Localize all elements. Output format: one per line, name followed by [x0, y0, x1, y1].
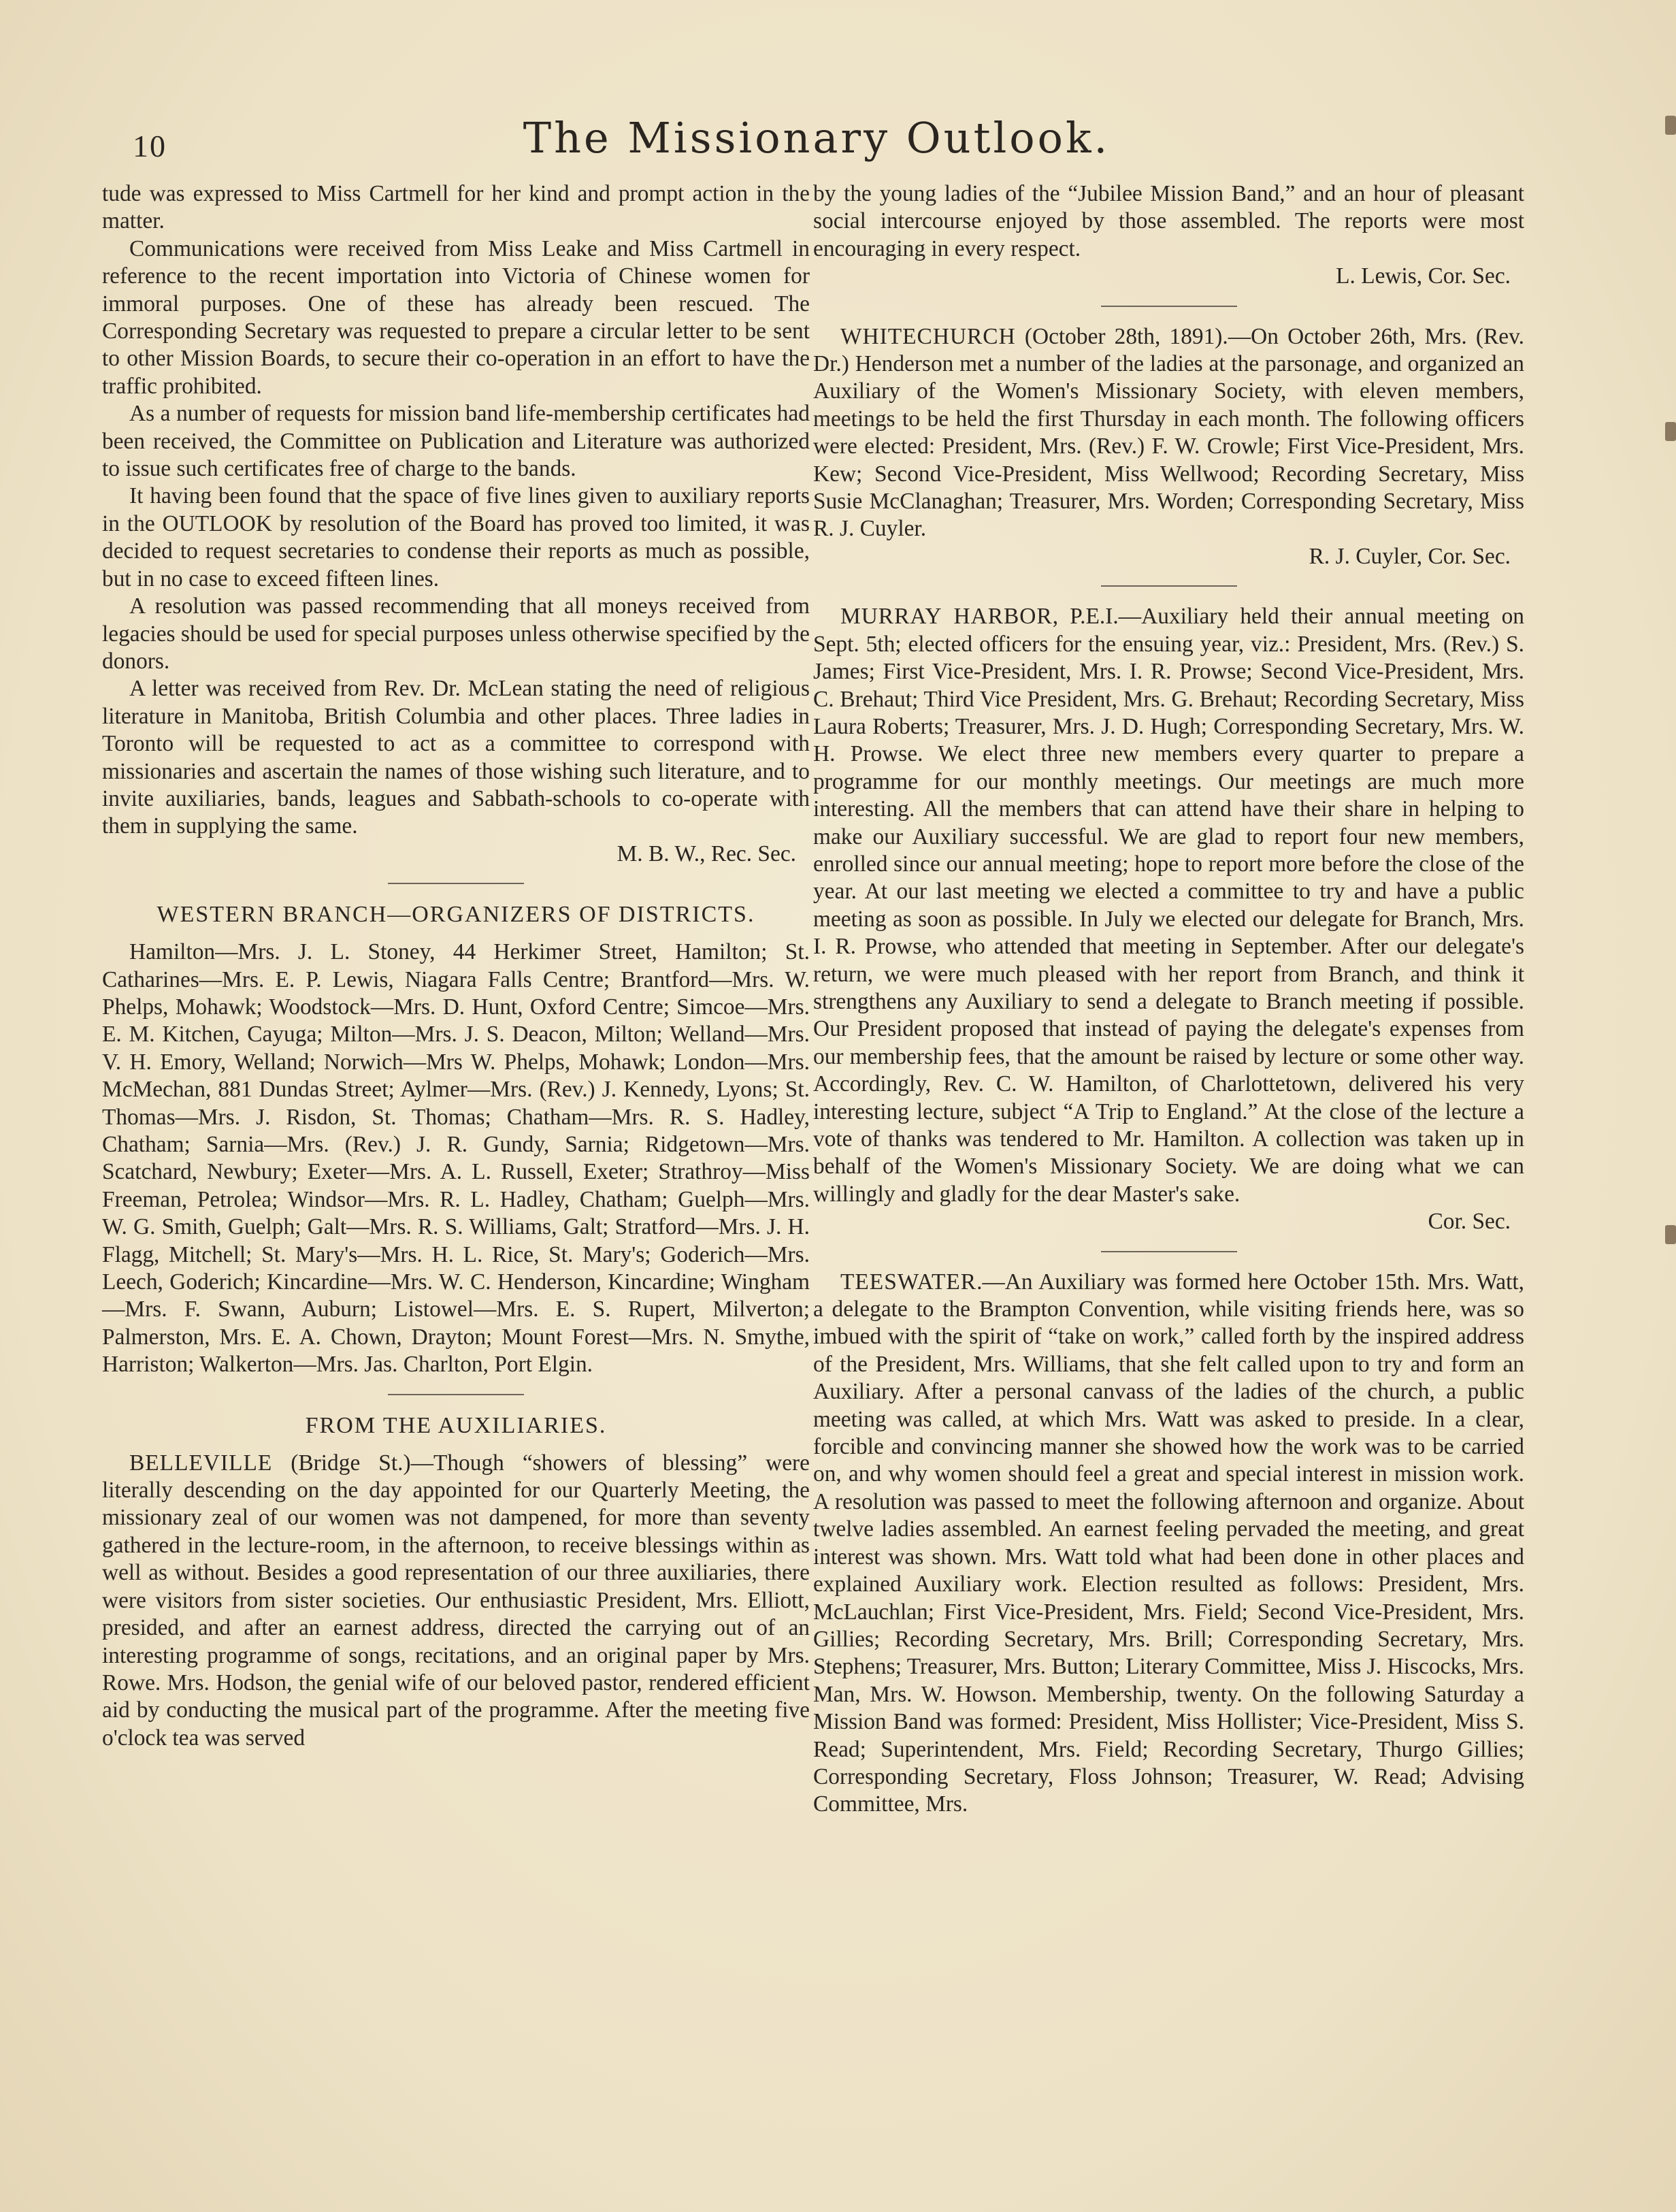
paragraph — [813, 323, 1524, 543]
section-heading: WESTERN BRANCH—ORGANIZERS OF DISTRICTS. — [157, 902, 755, 928]
place-name: WHITECHURCH — [840, 323, 1016, 349]
page-header — [102, 109, 1531, 163]
report-text: (October 28th, 1891).—On October 26th, Mrs. (Rev. Dr.) Henderson met a number of the ladies at the parsonage, and organized an Auxiliary of the Women's Missionary Society, with eleven members, meetings to be held the first Thursday in each month. The following officers were elected: President, Mrs. (Rev.) F. W. Crowle; First Vice-President, Mrs. Kew; Second Vice-President, Miss Wellwood; Recording Secretary, Miss Susie McClanaghan; Treasurer, Mrs. Worden; Corresponding Secretary, Miss R. J. Cuyler. — [813, 323, 1524, 542]
left-column — [102, 180, 810, 1752]
signature: Cor. Sec. — [1428, 1209, 1511, 1235]
signature: R. J. Cuyler, Cor. Sec. — [1309, 543, 1511, 569]
paragraph — [813, 603, 1524, 1208]
page-edge-mark — [1665, 422, 1676, 441]
report-text: (Bridge St.)—Though “showers of blessing” were literally descending on the day appointed for our Quarterly Meeting, the missionary zeal of our women was not dampened, for more than seventy gathered in the lecture-room, in the afternoon, to receive blessings within as well as without. Besides a good representation of our three auxiliaries, there were visitors from sister societies. Our enthusiastic President, Mrs. Elliott, presided, and after an earnest address, directed the carrying out of an interesting programme of songs, recitations, and an original paper by Mrs. Rowe. Mrs. Hodson, the genial wife of our beloved pastor, rendered efficient aid by conducting the musical part of the programme. After the meeting five o'clock tea was served — [102, 1450, 810, 1751]
place-name: MURRAY HARBOR — [840, 604, 1053, 630]
paragraph: Hamilton—Mrs. J. L. Stoney, 44 Herkimer Street, Hamilton; St. Catharines—Mrs. E. P. Lewis, Niagara Falls Centre; Brantford—Mrs. W. Phelps, Mohawk; Woodstock—Mrs. D. Hunt, Oxford Centre; Simcoe—Mrs. E. M. Kitchen, Cayuga; Milton—Mrs. J. S. Deacon, Milton; Welland—Mrs. V. H. Emory, Welland; Norwich—Mrs W. Phelps, Mohawk; London—Mrs. McMechan, 881 Dundas Street; Aylmer—Mrs. (Rev.) J. Kennedy, Lyons; St. Thomas—Mrs. J. Risdon, St. Thomas; Chatham—Mrs. R. S. Hadley, Chatham; Sarnia—Mrs. (Rev.) J. R. Gundy, Sarnia; Ridgetown—Mrs. Scatchard, Newbury; Exeter—Mrs. A. L. Russell, Exeter; Strathroy—Miss Freeman, Petrolea; Windsor—Mrs. R. L. Hadley, Chatham; Guelph—Mrs. W. G. Smith, Guelph; Galt—Mrs. R. S. Williams, Galt; Stratford—Mrs. J. H. Flagg, Mitchell; St. Mary's—Mrs. H. L. Rice, St. Mary's; Goderich—Mrs. Leech, Goderich; Kincardine—Mrs. W. C. Henderson, Kincardine; Wingham—Mrs. F. Swann, Auburn; Listowel—Mrs. E. S. Rupert, Milverton; Palmerston, Mrs. E. A. Chown, Drayton; Mount Forest—Mrs. N. Smythe, Harriston; Walkerton—Mrs. Jas. Charlton, Port Elgin. — [102, 939, 810, 1378]
page-number: 10 — [133, 129, 167, 163]
page-edge-mark — [1665, 116, 1676, 135]
signature: M. B. W., Rec. Sec. — [617, 841, 796, 866]
report-text: , P.E.I.—Auxiliary held their annual meeting on Sept. 5th; elected officers for the ensuing year, viz.: President, Mrs. (Rev.) S. James; First Vice-President, Mrs. I. R. Prowse; Second Vice-President, Mrs. C. Brehaut; Third Vice President, Mrs. G. Brehaut; Recording Secretary, Miss Laura Roberts; Treasurer, Mrs. J. D. Hugh; Corresponding Secretary, Mrs. W. H. Prowse. We elect three new members every quarter to prepare a programme for our monthly meetings. Our meetings are much more interesting. All the members that can attend have their share in helping to make our Auxiliary successful. We are glad to report four new members, enrolled since our annual meeting; hope to report more before the close of the year. At our last meeting we elected a committee to try and have a public meeting as soon as possible. In July we elected our delegate for Branch, Mrs. I. R. Prowse, who attended that meeting in September. After our delegate's return, we were much pleased with her report from Branch, and think it strengthens any Auxiliary to send a delegate to Branch meeting if possible. Our President proposed that instead of paying the delegate's expenses from our membership fees, that the amount be raised by lecture or some other way. Accordingly, Rev. C. W. Hamilton, of Charlottetown, delivered his very interesting lecture, subject “A Trip to England.” At the close of the lecture a vote of thanks was tendered to Mr. Hamilton. A collection was taken up in behalf of the Women's Missionary Society. We are doing what we can willingly and gladly for the dear Master's sake. — [813, 604, 1524, 1207]
place-name: TEESWATER — [840, 1269, 977, 1295]
paragraph: tude was expressed to Miss Cartmell for her kind and prompt action in the matter. — [102, 181, 810, 234]
paragraph: Communications were received from Miss Leake and Miss Cartmell in reference to the recent importation into Victoria of Chinese women for immoral purposes. One of these has already been rescued. The Corresponding Secretary was requested to prepare a circular letter to be sent to other Mission Boards, to secure their co-operation in an effort to have the traffic prohibited. — [102, 235, 810, 399]
paragraph — [813, 1269, 1524, 1819]
section-heading: FROM THE AUXILIARIES. — [305, 1412, 607, 1438]
report-text: .—An Auxiliary was formed here October 15th. Mrs. Watt, a delegate to the Brampton Convention, while visiting friends here, was so imbued with the spirit of “take on work,” called forth by the inspired address of the President, Mrs. Williams, that she felt called upon to try and form an Auxiliary. After a personal canvass of the ladies of the church, a public meeting was called, at which Mrs. Watt was asked to preside. In a clear, forcible and convincing manner she showed how the work was to be carried on, and why women should feel a great and special interest in mission work. A resolution was passed to meet the following afternoon and organize. About twelve ladies assembled. An earnest feeling pervaded the meeting, and great interest was shown. Mrs. Watt told what had been done in other places and explained Auxiliary work. Election resulted as follows: President, Mrs. McLauchlan; First Vice-President, Mrs. Field; Second Vice-President, Mrs. Gillies; Recording Secretary, Mrs. Brill; Corresponding Secretary, Mrs. Stephens; Treasurer, Mrs. Button; Literary Committee, Miss J. Hiscocks, Mrs. Man, Mrs. W. Howson. Membership, twenty. On the following Saturday a Mission Band was formed: President, Miss Hollister; Vice-President, Miss S. Read; Superintendent, Mrs. Field; Recording Secretary, Thurgo Gillies; Corresponding Secretary, Floss Johnson; Treasurer, W. Read; Advising Committee, Mrs. — [813, 1269, 1524, 1817]
signature: L. Lewis, Cor. Sec. — [1336, 263, 1511, 289]
section-divider — [388, 1394, 524, 1395]
paragraph — [102, 1450, 810, 1752]
paragraph: A resolution was passed recommending that all moneys received from legacies should be used for special purposes unless otherwise specified by the donors. — [102, 593, 810, 674]
paragraph: As a number of requests for mission band life-membership certificates had been received, the Committee on Publication and Literature was authorized to issue such certificates free of charge to the bands. — [102, 401, 810, 482]
paragraph: by the young ladies of the “Jubilee Mission Band,” and an hour of pleasant social intercourse enjoyed by those assembled. The reports were most encouraging in every respect. — [813, 181, 1524, 261]
right-column — [813, 180, 1524, 1819]
page-title: The Missionary Outlook. — [523, 113, 1111, 163]
section-divider — [1101, 1251, 1237, 1252]
section-divider — [1101, 585, 1237, 587]
page-edge-mark — [1665, 1225, 1676, 1244]
section-divider — [1101, 306, 1237, 307]
paragraph: It having been found that the space of five lines given to auxiliary reports in the OUTLOOK by resolution of the Board has proved too limited, it was decided to request secretaries to condense their reports as much as possible, but in no case to exceed fifteen lines. — [102, 483, 810, 591]
section-divider — [388, 883, 524, 884]
paragraph: A letter was received from Rev. Dr. McLean stating the need of religious literature in Manitoba, British Columbia and other places. Three ladies in Toronto will be requested to act as a committee to correspond with missionaries and ascertain the names of those wishing such literature, and to invite auxiliaries, bands, leagues and Sabbath-schools to co-operate with them in supplying the same. — [102, 676, 810, 839]
place-name: BELLEVILLE — [129, 1450, 273, 1476]
